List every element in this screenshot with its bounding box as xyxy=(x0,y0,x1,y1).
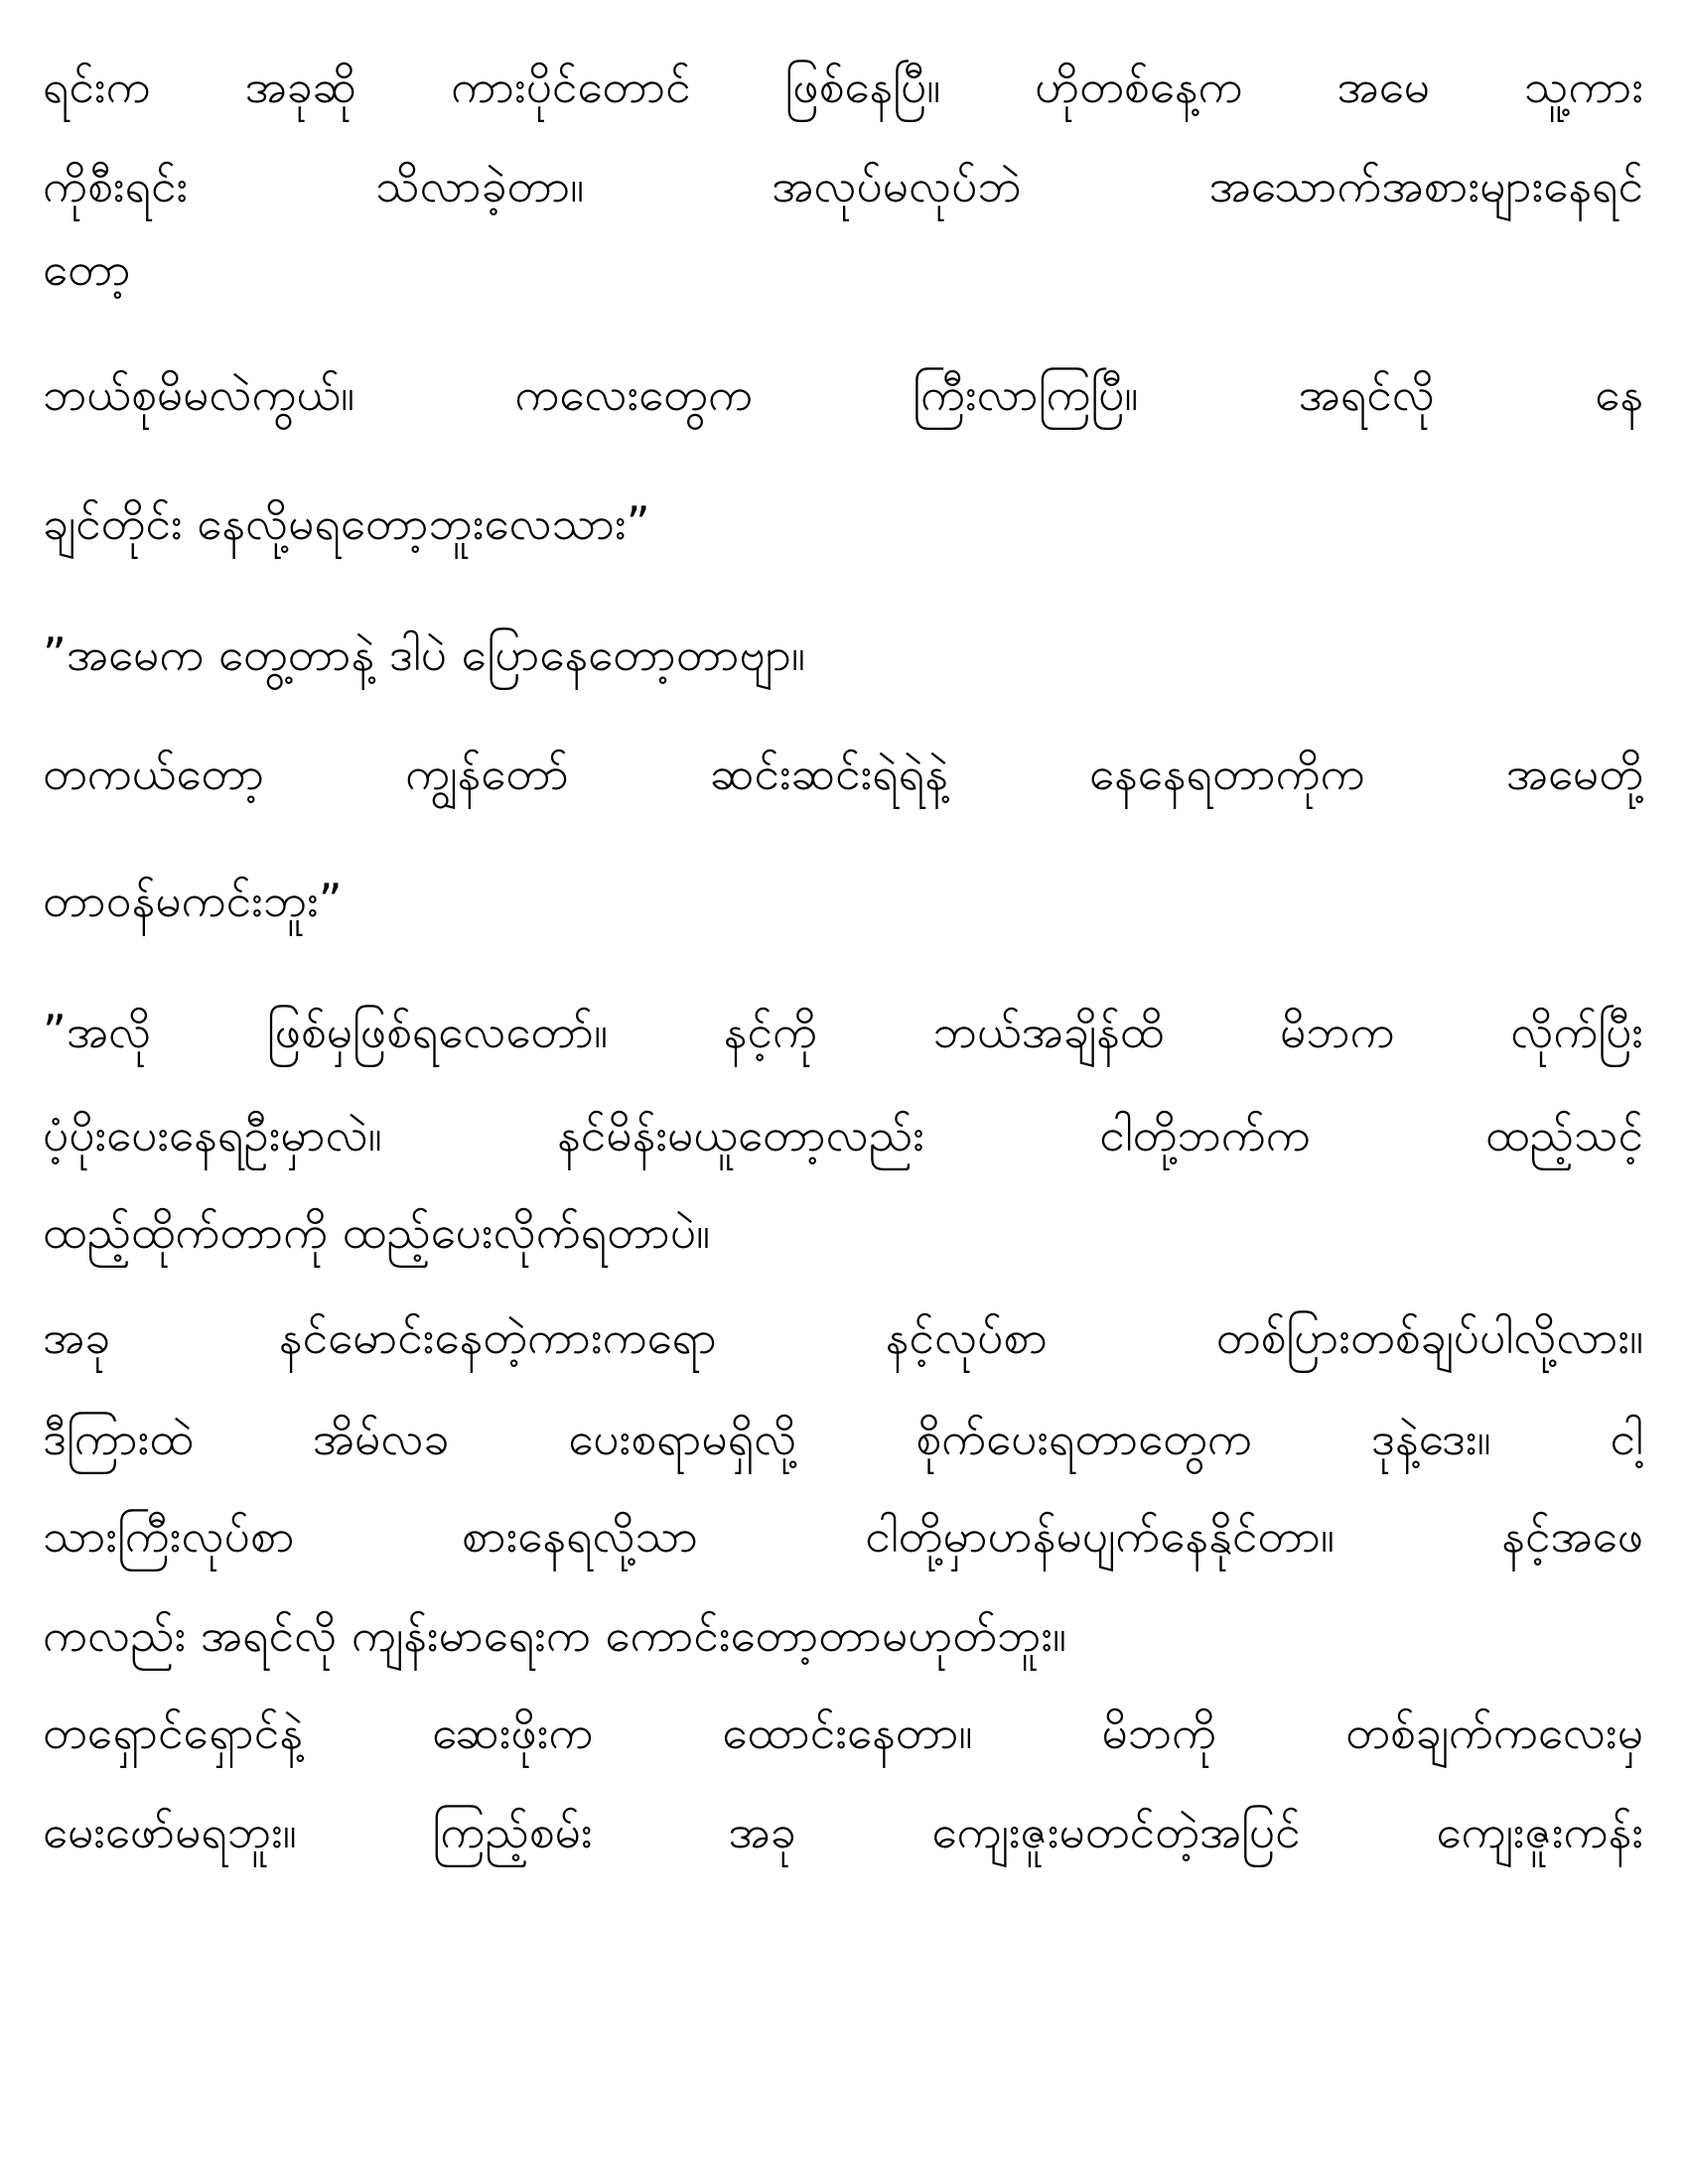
text-line-4: ဘယ်စုမိမလဲကွယ်။ ကလေးတွေက ကြီးလာကြပြီ။ အရင်လို နေ xyxy=(43,367,1643,421)
text-line-16: တရှောင်ရှောင်နဲ့ ဆေးဖိုးက ထောင်းနေတာ။ မိဘကို တစ်ချက်ကလေးမှ xyxy=(43,1706,1643,1759)
text-line-13: ဒီကြားထဲ အိမ်လခ ပေးစရာမရှိလို့ စိုက်ပေးရတာတွေက ဒုနဲ့ဒေး။ ငါ့ xyxy=(43,1412,1643,1465)
text-line-7: တကယ်တော့ ကျွန်တော် ဆင်းဆင်းရဲရဲနဲ့ နေနေရတာကိုက အမေတို့ xyxy=(43,747,1643,800)
text-line-9: ”အလို ဖြစ်မှဖြစ်ရလေတော်။ နင့်ကို ဘယ်အချိန်ထိ မိဘက လိုက်ပြီး xyxy=(43,1005,1643,1058)
text-line-2: ကိုစီးရင်း သိလာခဲ့တာ။ အလုပ်မလုပ်ဘဲ အသောက်အစားများနေရင် xyxy=(43,159,1643,212)
text-line-6: ”အမေက တွေ့တာနဲ့ ဒါပဲ ပြောနေတော့တာဗျာ။ xyxy=(43,627,805,681)
text-line-11: ထည့်ထိုက်တာကို ထည့်ပေးလိုက်ရတာပဲ။ xyxy=(43,1205,711,1259)
text-line-5: ချင်တိုင်း နေလို့မရတော့ဘူးလေသား” xyxy=(43,496,650,550)
text-line-8: တာဝန်မကင်းဘူး” xyxy=(43,874,343,927)
text-line-10: ပံ့ပိုးပေးနေရဦးမှာလဲ။ နင်မိန်းမယူတော့လည်း ငါတို့ဘက်က ထည့်သင့် xyxy=(43,1108,1643,1161)
text-line-14: သားကြီးလုပ်စာ စားနေရလို့သာ ငါတို့မှာဟန်မပျက်နေနိုင်တာ။ နင့်အဖေ xyxy=(43,1509,1643,1563)
text-line-1: ရင်းက အခုဆို ကားပိုင်တောင် ဖြစ်နေပြီ။ ဟိုတစ်နေ့က အမေ သူ့ကား xyxy=(43,60,1643,113)
text-line-12: အခု နင်မောင်းနေတဲ့ကားကရော နင့်လုပ်စာ တစ်ပြားတစ်ချပ်ပါလို့လား။ xyxy=(43,1310,1643,1364)
text-line-3: တော့ xyxy=(43,242,131,296)
text-line-17: မေးဖော်မရဘူး။ ကြည့်စမ်း အခု ကျေးဇူးမတင်တဲ့အပြင် ကျေးဇူးကန်း xyxy=(43,1805,1643,1858)
text-line-15: ကလည်း အရင်လို ကျန်းမာရေးက ကောင်းတော့တာမဟုတ်ဘူး။ xyxy=(43,1608,1066,1662)
